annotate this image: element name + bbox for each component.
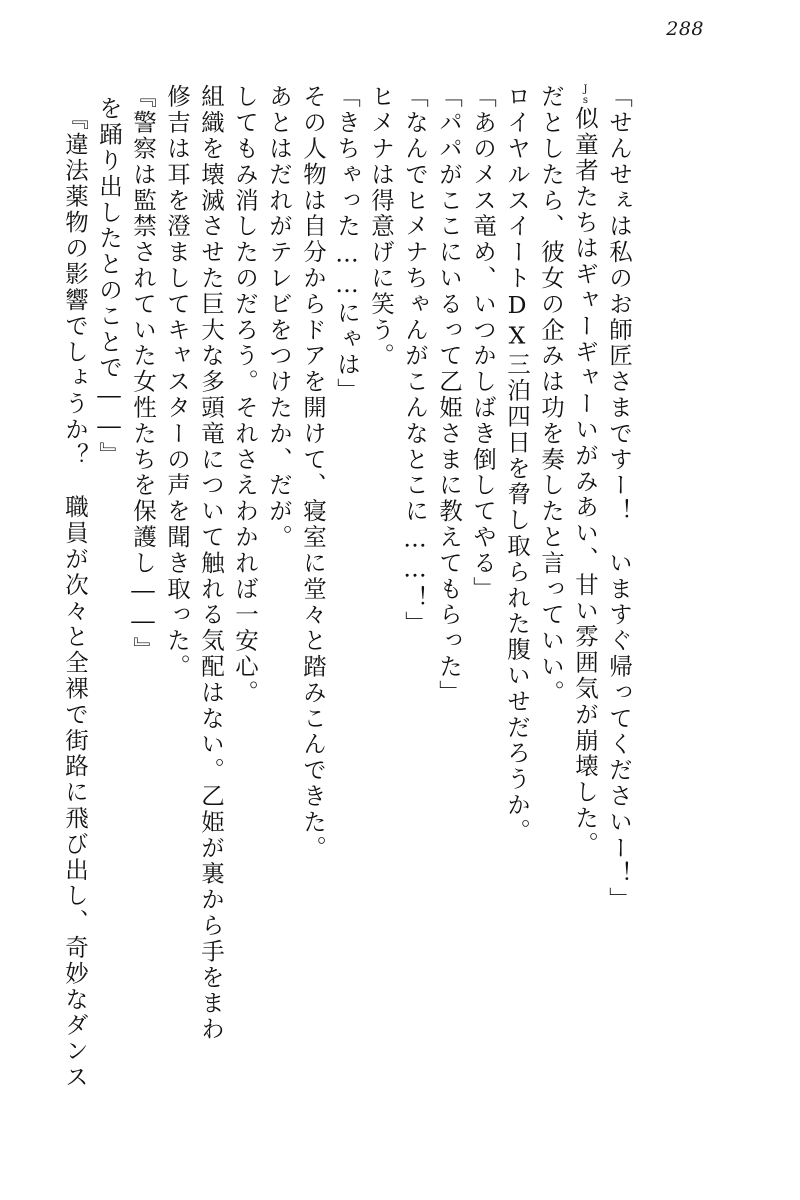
text-column: 「きちゃった……にゃは」	[333, 84, 361, 404]
text-column: あとはだれがテレビをつけたか、だが。	[265, 84, 293, 551]
text-column-with-ruby	[573, 84, 597, 1114]
vertical-text-body	[52, 84, 742, 1114]
text-column: 「せんせぇは私のお師匠さまですー！ いますぐ帰ってくださいー！」	[605, 84, 633, 913]
text-column: 「あのメス竜め、いつかしばき倒してやる」	[469, 84, 497, 602]
text-column: 修吉は耳を澄ましてキャスターの声を聞き取った。	[163, 84, 191, 680]
text-column: 「なんでヒメナちゃんがこんなとこに……！」	[401, 84, 429, 637]
text-column: ロイヤルスイートDX三泊四日を脅し取られた腹いせだろうか。	[503, 84, 531, 845]
text-column: 『警察は監禁されていた女性たちを保護し――』	[129, 84, 157, 663]
text-column: ヒメナは得意げに笑う。	[367, 84, 395, 369]
text-column-main: 似童者たちはギャーギャーいがみあい、甘い雰囲気が崩壊した。	[571, 106, 599, 858]
text-column: してもみ消したのだろう。それさえわかれば一安心。	[231, 84, 259, 706]
text-column: 「パパがここにいるって乙姫さまに教えてもらった」	[435, 84, 463, 706]
ruby-annotation: Js	[580, 84, 591, 106]
text-column: だとしたら、彼女の企みは功を奏したと言っていい。	[537, 84, 565, 706]
text-column: 『違法薬物の影響でしょうか？ 職員が次々と全裸で街路に飛び出し、奇妙なダンス	[61, 106, 89, 1091]
text-column: を踊り出したとのことで――』	[95, 96, 123, 468]
text-column: 組織を壊滅させた巨大な多頭竜について触れる気配はない。乙姫が裏から手をまわ	[197, 84, 225, 1043]
page-number: 288	[666, 18, 704, 40]
text-column: その人物は自分からドアを開けて、寝室に堂々と踏みこんできた。	[299, 84, 327, 861]
